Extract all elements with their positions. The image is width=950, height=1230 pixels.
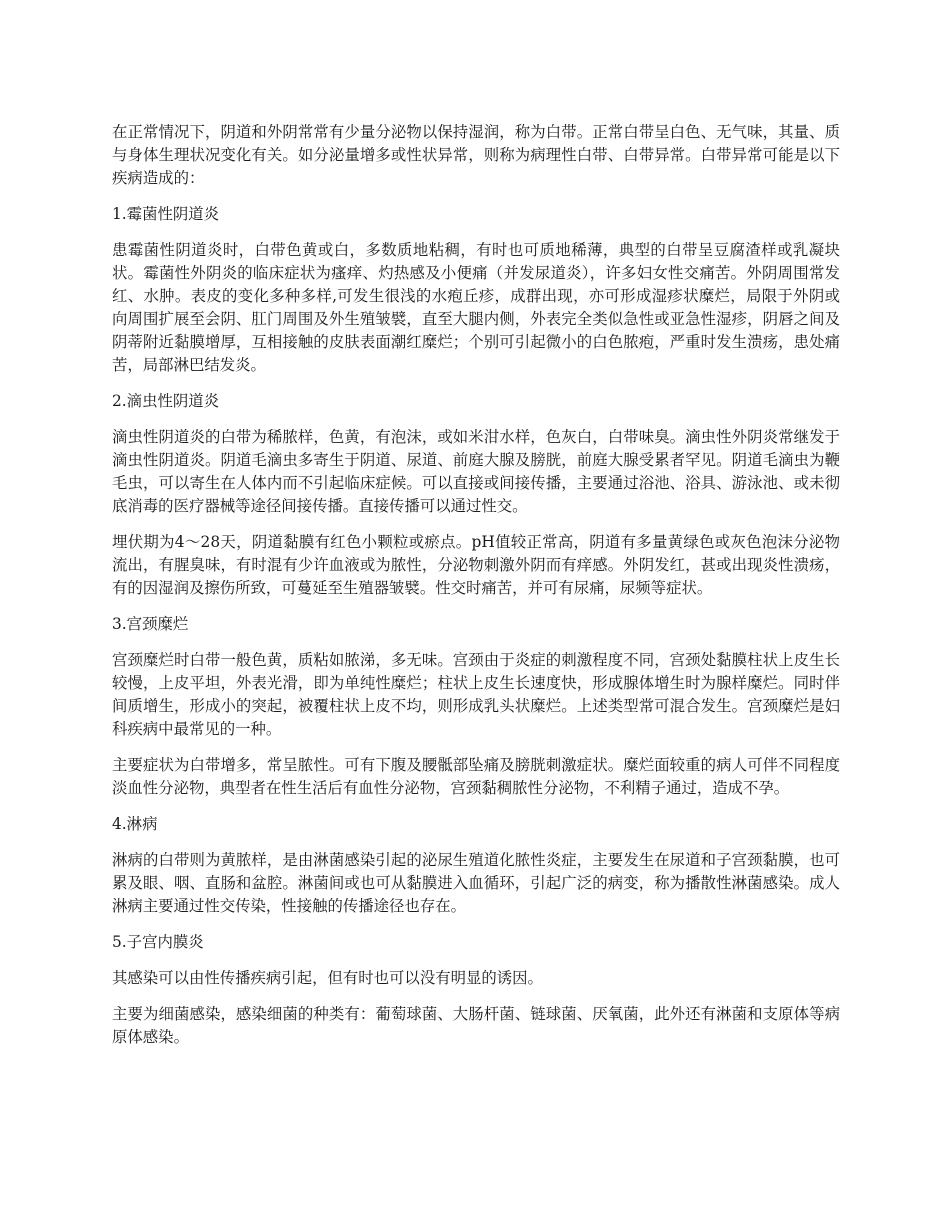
paragraph: 主要为细菌感染，感染细菌的种类有：葡萄球菌、大肠杆菌、链球菌、厌氧菌，此外还有淋菌和支原体等病原体感染。 [112, 1005, 840, 1046]
paragraph: 其感染可以由性传播疾病引起，但有时也可以没有明显的诱因。 [112, 969, 543, 987]
paragraph: 滴虫性阴道炎的白带为稀脓样，色黄，有泡沫，或如米泔水样，色灰白，白带味臭。滴虫性外阴炎常继发于滴虫性阴道炎。阴道毛滴虫多寄生于阴道、尿道、前庭大腺及膀胱，前庭大腺受累者罕见。阴道毛滴虫为鞭毛虫，可以寄生在人体内而不引起临床症候。可以直接或间接传播，主要通过浴池、浴具、游泳池、或未彻底消毒的医疗器械等途径间接传播。直接传播可以通过性交。 [112, 428, 840, 515]
section-heading-trichomonas-vaginitis: 2.滴虫性阴道炎 [112, 392, 220, 410]
paragraph: 淋病的白带则为黄脓样，是由淋菌感染引起的泌尿生殖道化脓性炎症，主要发生在尿道和子宫颈黏膜，也可累及眼、咽、直肠和盆腔。淋菌间或也可从黏膜进入血循环，引起广泛的病变，称为播散性淋菌感染。成人淋病主要通过性交传染，性接触的传播途径也存在。 [112, 851, 840, 915]
document-body [112, 121, 840, 1062]
paragraph: 主要症状为白带增多，常呈脓性。可有下腹及腰骶部坠痛及膀胱刺激症状。糜烂面较重的病人可伴不同程度淡血性分泌物，典型者在性生活后有血性分泌物，宫颈黏稠脓性分泌物，不利精子通过，造成不孕。 [112, 756, 840, 797]
intro-paragraph: 在正常情况下，阴道和外阴常常有少量分泌物以保持湿润，称为白带。正常白带呈白色、无气味，其量、质与身体生理状况变化有关。如分泌量增多或性状异常，则称为病理性白带、白带异常。白带异常可能是以下疾病造成的： [112, 123, 840, 187]
section-heading-fungal-vaginitis: 1.霉菌性阴道炎 [112, 205, 220, 223]
section-heading-endometritis: 5.子宫内膜炎 [112, 933, 204, 951]
paragraph: 患霉菌性阴道炎时，白带色黄或白，多数质地粘稠，有时也可质地稀薄，典型的白带呈豆腐渣样或乳凝块状。霉菌性外阴炎的临床症状为瘙痒、灼热感及小便痛（并发尿道炎），许多妇女性交痛苦。外阴周围常发红、水肿。表皮的变化多种多样,可发生很浅的水疱丘疹，成群出现，亦可形成湿疹状糜烂，局限于外阴或向周围扩展至会阴、肛门周围及外生殖皱襞，直至大腿内侧，外表完全类似急性或亚急性湿疹，阴唇之间及阴蒂附近黏膜增厚，互相接触的皮肤表面潮红糜烂；个别可引起微小的白色脓疱，严重时发生溃疡，患处痛苦，局部淋巴结发炎。 [112, 241, 840, 374]
section-heading-gonorrhea: 4.淋病 [112, 815, 158, 833]
paragraph: 埋伏期为4～28天，阴道黏膜有红色小颗粒或瘀点。pH值较正常高，阴道有多量黄绿色或灰色泡沫分泌物流出，有腥臭味，有时混有少许血液或为脓性，分泌物刺激外阴而有痒感。外阴发红，甚或出现炎性溃疡，有的因湿润及擦伤所致，可蔓延至生殖器皱襞。性交时痛苦，并可有尿痛，尿频等症状。 [112, 533, 840, 597]
paragraph: 宫颈糜烂时白带一般色黄，质粘如脓涕，多无味。宫颈由于炎症的刺激程度不同，宫颈处黏膜柱状上皮生长较慢，上皮平坦，外表光滑，即为单纯性糜烂；柱状上皮生长速度快，形成腺体增生时为腺样糜烂。同时伴间质增生，形成小的突起，被覆柱状上皮不均，则形成乳头状糜烂。上述类型常可混合发生。宫颈糜烂是妇科疾病中最常见的一种。 [112, 651, 840, 738]
section-heading-cervical-erosion: 3.宫颈糜烂 [112, 615, 189, 633]
